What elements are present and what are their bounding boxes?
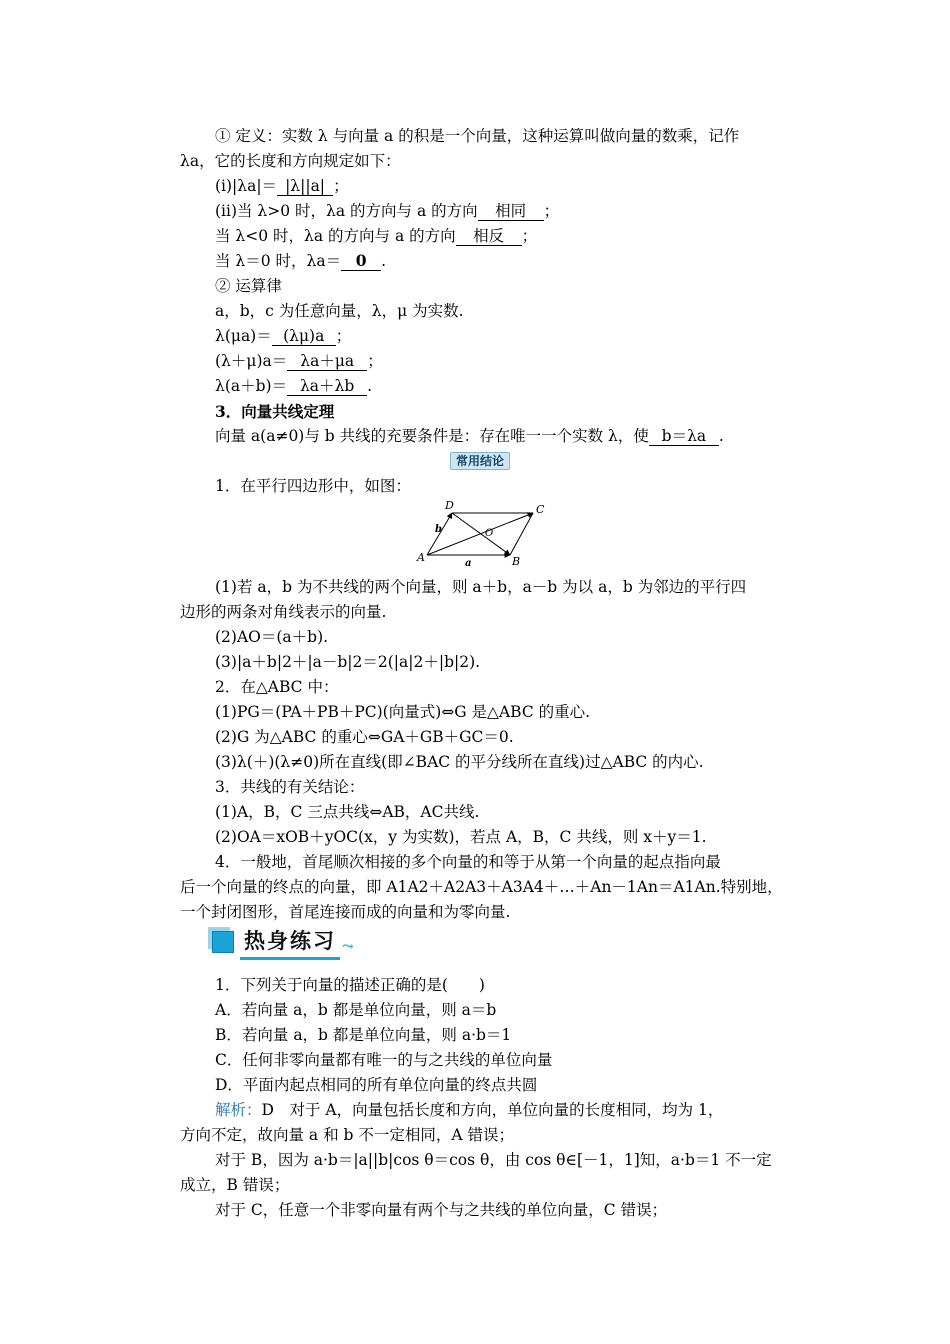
- solution-line: 解析：D 对于 A，向量包括长度和方向，单位向量的长度相同，均为 1，: [215, 1101, 724, 1119]
- subheading: 3．向量共线定理: [215, 402, 335, 421]
- answer-blank: 相同: [478, 202, 544, 221]
- solution-line: 成立，B 错误；: [180, 1176, 290, 1194]
- text-line: 当 λ＝0 时，λa＝ 0 .: [215, 251, 387, 270]
- solution-line: 对于 C，任意一个非零向量有两个与之共线的单位向量，C 错误；: [215, 1201, 668, 1219]
- section-title: 热身练习: [240, 925, 340, 960]
- option-d: D．平面内起点相同的所有单位向量的终点共圆: [215, 1076, 538, 1094]
- text-line: ② 运算律: [215, 277, 282, 295]
- text-line: (1)A，B，C 三点共线⇔AB，AC共线.: [215, 803, 480, 821]
- section-square-icon: [212, 931, 234, 953]
- text-line: λ(μa)＝ (λμ)a ；: [215, 327, 352, 345]
- text-line: 4．一般地，首尾顺次相接的多个向量的和等于从第一个向量的起点指向最: [215, 853, 721, 871]
- text-line: 向量 a(a≠0)与 b 共线的充要条件是：存在唯一一个实数 λ，使 b＝λa .: [215, 427, 724, 445]
- label-A: A: [417, 551, 425, 564]
- answer-blank: 相反: [456, 227, 522, 246]
- common-conclusions-badge: 常用结论: [450, 452, 510, 470]
- label-O: O: [485, 528, 494, 539]
- warmup-section-header: [212, 925, 780, 959]
- text-line: (1)若 a，b 为不共线的两个向量，则 a＋b，a－b 为以 a，b 为邻边的平行四: [215, 578, 747, 596]
- label-a: a: [465, 558, 472, 567]
- label-b: b: [435, 524, 442, 535]
- text-line: (ⅱ)当 λ>0 时，λa 的方向与 a 的方向 相同 ；: [215, 202, 560, 220]
- parallelogram-figure: [415, 499, 545, 567]
- text-line: λa，它的长度和方向规定如下：: [180, 152, 401, 170]
- label-C: C: [536, 503, 545, 516]
- text-line: 2．在△ABC 中：: [215, 678, 339, 696]
- solution-label: 解析：: [215, 1101, 262, 1119]
- question-stem: 1．下列关于向量的描述正确的是( ): [215, 976, 485, 994]
- text-line: (1)PG＝(PA＋PB＋PC)(向量式)⇔G 是△ABC 的重心.: [215, 703, 591, 721]
- text-line: (3)|a＋b|2＋|a－b|2＝2(|a|2＋|b|2).: [215, 653, 481, 671]
- answer-blank: (λμ)a: [272, 327, 336, 346]
- label-D: D: [445, 499, 454, 512]
- text-line: (2)G 为△ABC 的重心⇔GA＋GB＋GC＝0.: [215, 728, 514, 746]
- text-line: 后一个向量的终点的向量，即 A1A2＋A2A3＋A3A4＋…＋An－1An＝A1An.特别地，: [180, 878, 783, 896]
- document-page: [180, 124, 783, 1223]
- answer-blank: λa＋λb: [287, 377, 367, 396]
- text-line: (3)λ(＋)(λ≠0)所在直线(即∠BAC 的平分线所在直线)过△ABC 的内心.: [215, 753, 704, 771]
- answer-blank: |λ||a|: [277, 177, 333, 196]
- text-line: (2)OA＝xOB＋yOC(x，y 为实数)，若点 A，B，C 共线，则 x＋y＝1.: [215, 828, 707, 846]
- text-line: 边形的两条对角线表示的向量.: [180, 603, 387, 621]
- text-line: 1．在平行四边形中，如图：: [215, 477, 411, 495]
- text-line: λ(a＋b)＝ λa＋λb .: [215, 377, 373, 395]
- option-c: C．任何非零向量都有唯一的与之共线的单位向量: [215, 1051, 553, 1069]
- text-line: 3．共线的有关结论：: [215, 778, 365, 796]
- solution-line: 对于 B，因为 a·b＝|a||b|cos θ＝cos θ，由 cos θ∈[－1，1]知，a·b＝1 不一定: [215, 1151, 772, 1169]
- answer-blank: λa＋μa: [287, 352, 367, 371]
- badge-row: [180, 449, 780, 471]
- answer-blank: 0: [341, 252, 381, 271]
- text-line: (2)AO＝(a＋b).: [215, 628, 329, 646]
- text-line: (ⅰ)|λa|＝ |λ||a| ；: [215, 177, 349, 195]
- option-b: B．若向量 a，b 都是单位向量，则 a·b＝1: [215, 1026, 512, 1044]
- text-line: a，b，c 为任意向量，λ，μ 为实数.: [215, 302, 464, 320]
- solution-line: 方向不定，故向量 a 和 b 不一定相同，A 错误；: [180, 1126, 514, 1144]
- wave-icon: ⤳: [342, 939, 354, 955]
- text-line: 一个封闭图形，首尾连接而成的向量和为零向量.: [180, 903, 511, 921]
- option-a: A．若向量 a，b 都是单位向量，则 a＝b: [215, 1001, 497, 1019]
- answer-blank: b＝λa: [649, 427, 719, 446]
- label-B: B: [512, 555, 521, 567]
- text-line: ① 定义：实数 λ 与向量 a 的积是一个向量，这种运算叫做向量的数乘，记作: [215, 127, 740, 145]
- text-line: (λ＋μ)a＝ λa＋μa ；: [215, 352, 383, 370]
- diagonal-ac: [427, 513, 533, 555]
- diagonal-db: [452, 513, 510, 555]
- text-line: 当 λ<0 时，λa 的方向与 a 的方向 相反 ；: [215, 227, 538, 245]
- side-bc: [510, 513, 533, 555]
